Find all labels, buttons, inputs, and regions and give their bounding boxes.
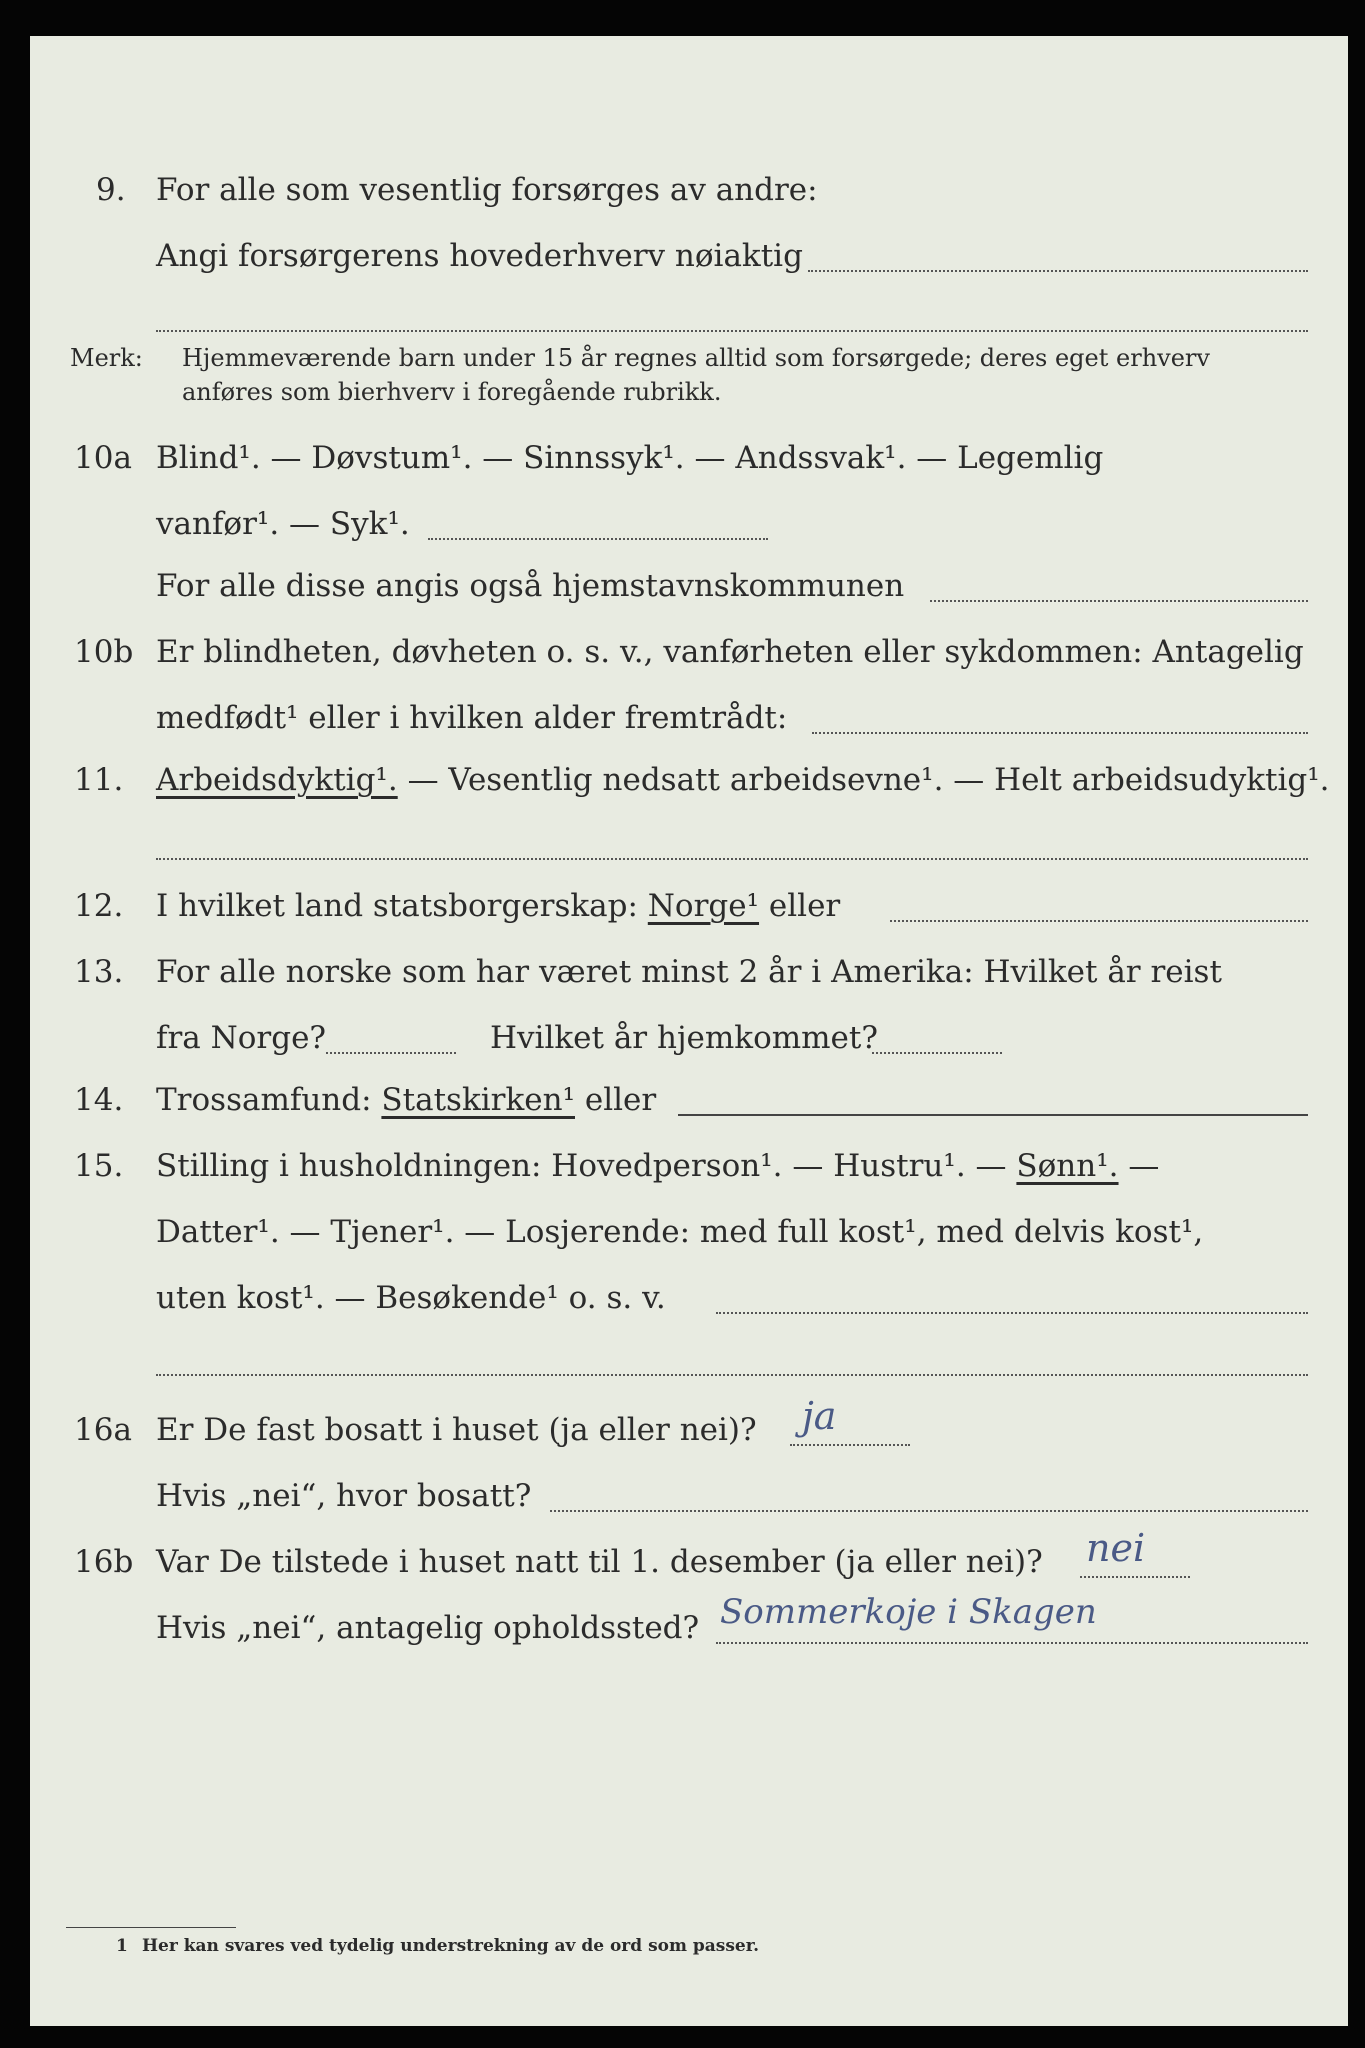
q16b-location-line[interactable] <box>716 1642 1308 1644</box>
q16a-residence-line[interactable] <box>550 1510 1308 1512</box>
q9-number: 9. <box>96 172 126 208</box>
q16b-number: 16b <box>74 1544 134 1580</box>
q12-else: eller <box>768 888 841 924</box>
q11-other-options[interactable]: — Vesentlig nedsatt arbeidsevne¹. — Helt arbeidsudyktig¹. <box>407 762 1330 798</box>
q14-question <box>156 1080 656 1120</box>
q15-answer-line[interactable] <box>716 1312 1308 1314</box>
q14-number: 14. <box>74 1082 124 1118</box>
q15-option-sonn[interactable]: Sønn¹. <box>1016 1148 1119 1184</box>
q15-answer-line-2[interactable] <box>156 1374 1308 1376</box>
q16b-handwritten-answer[interactable]: nei <box>1086 1526 1146 1570</box>
q11-number: 11. <box>74 762 124 798</box>
q9-answer-line-2[interactable] <box>156 330 1308 332</box>
q9-question-line2: Angi forsørgerens hovederhverv nøiaktig <box>156 238 803 274</box>
q10a-answer-line[interactable] <box>428 538 768 540</box>
q9-answer-line[interactable] <box>808 270 1308 272</box>
q10a-question-line2: vanfør¹. — Syk¹. <box>156 506 410 542</box>
q16b-question-line2: Hvis „nei“, antagelig opholdssted? <box>156 1610 700 1646</box>
q15-number: 15. <box>74 1148 124 1184</box>
q11-option-arbeidsdyktig[interactable]: Arbeidsdyktig¹. <box>156 762 398 798</box>
q11-options <box>156 760 1330 800</box>
q10a-question: Blind¹. — Døvstum¹. — Sinnssyk¹. — Andssvak¹. — Legemlig <box>156 440 1104 476</box>
q10a-number: 10a <box>74 440 132 476</box>
q10a-hometown-line[interactable] <box>930 600 1308 602</box>
footnote-text: Her kan svares ved tydelig understrekning av de ord som passer. <box>142 1936 760 1956</box>
footnote-mark: 1 <box>116 1936 128 1956</box>
q13-question-right: Hvilket år hjemkommet? <box>490 1020 878 1056</box>
q16a-number: 16a <box>74 1412 132 1448</box>
q15-question-line3[interactable]: uten kost¹. — Besøkende¹ o. s. v. <box>156 1280 666 1316</box>
q13-question: For alle norske som har været minst 2 år i Amerika: Hvilket år reist <box>156 954 1222 990</box>
note-label: Merk: <box>70 344 143 372</box>
q15-dash: — <box>1128 1148 1160 1184</box>
note-text-line2: anføres som bierhverv i foregående rubrikk. <box>182 378 722 406</box>
note-text: Hjemmeværende barn under 15 år regnes alltid som forsørgede; deres eget erhverv <box>182 344 1210 372</box>
q12-question <box>156 886 840 926</box>
footnote-rule <box>66 1927 236 1928</box>
q16a-handwritten-answer[interactable]: ja <box>802 1394 837 1438</box>
q15-question-line2[interactable]: Datter¹. — Tjener¹. — Losjerende: med full kost¹, med delvis kost¹, <box>156 1214 1204 1250</box>
q16b-question: Var De tilstede i huset natt til 1. desember (ja eller nei)? <box>156 1544 1043 1580</box>
q12-number: 12. <box>74 888 124 924</box>
q12-text: I hvilket land statsborgerskap: <box>156 888 638 924</box>
q13-question-left: fra Norge? <box>156 1020 327 1056</box>
q12-answer-line[interactable] <box>890 920 1308 922</box>
q16a-question-line2: Hvis „nei“, hvor bosatt? <box>156 1478 532 1514</box>
q10b-question-line2: medfødt¹ eller i hvilken alder fremtrådt: <box>156 700 788 736</box>
q15-text[interactable]: Stilling i husholdningen: Hovedperson¹. — Hustru¹. — <box>156 1148 1007 1184</box>
q10a-question-line3: For alle disse angis også hjemstavnskommunen <box>156 568 905 604</box>
q10b-number: 10b <box>74 634 134 670</box>
q15-question <box>156 1146 1159 1186</box>
q16b-answer-line[interactable] <box>1080 1576 1190 1578</box>
q12-option-norge[interactable]: Norge¹ <box>647 888 760 924</box>
census-form-page <box>30 36 1348 2026</box>
q13-number: 13. <box>74 954 124 990</box>
q10b-question: Er blindheten, døvheten o. s. v., vanførheten eller sykdommen: Antagelig <box>156 634 1304 670</box>
q13-departure-line[interactable] <box>326 1052 456 1054</box>
q16b-handwritten-location[interactable]: Sommerkoje i Skagen <box>720 1592 1097 1632</box>
q9-question: For alle som vesentlig forsørges av andre: <box>156 172 818 208</box>
q11-answer-line[interactable] <box>156 858 1308 860</box>
q13-return-line[interactable] <box>872 1052 1002 1054</box>
q14-option-statskirken[interactable]: Statskirken¹ <box>381 1082 575 1118</box>
q14-answer-line[interactable] <box>678 1114 1308 1116</box>
q14-else: eller <box>584 1082 657 1118</box>
q14-text: Trossamfund: <box>156 1082 372 1118</box>
q10b-answer-line[interactable] <box>812 732 1308 734</box>
q16a-question: Er De fast bosatt i huset (ja eller nei)? <box>156 1412 757 1448</box>
q16a-answer-line[interactable] <box>790 1444 910 1446</box>
